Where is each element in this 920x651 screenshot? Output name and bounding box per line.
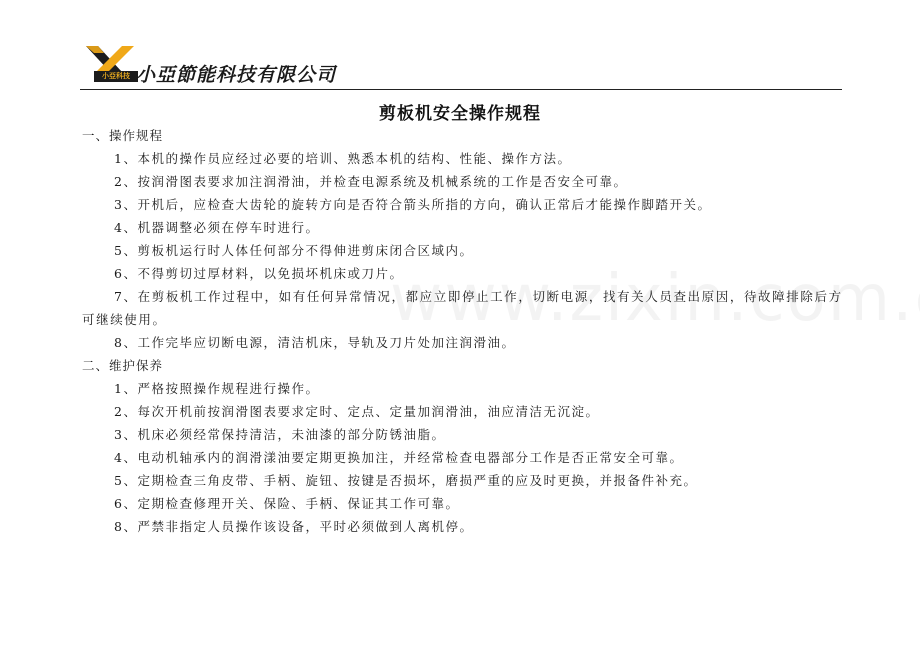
list-item: 5、剪板机运行时人体任何部分不得伸进剪床闭合区域内。 [114, 243, 474, 258]
list-item: 6、不得剪切过厚材料，以免损坏机床或刀片。 [114, 266, 404, 281]
list-item: 2、每次开机前按润滑图表要求定时、定点、定量加润滑油，油应清洁无沉淀。 [114, 404, 600, 419]
list-item: 3、机床必须经常保持清洁，未油漆的部分防锈油脂。 [114, 427, 446, 442]
company-name: 小亞節能科技有限公司 [136, 64, 337, 86]
logo-mark-text: 小亞科技 [94, 71, 138, 82]
list-item: 1、严格按照操作规程进行操作。 [114, 381, 320, 396]
list-item: 4、机器调整必须在停车时进行。 [114, 220, 320, 235]
section-heading-maintenance: 二、维护保养 [82, 358, 164, 373]
company-logo [82, 44, 140, 86]
document-body [82, 124, 844, 538]
list-item: 8、严禁非指定人员操作该设备，平时必须做到人离机停。 [114, 519, 474, 534]
list-item: 7、在剪板机工作过程中，如有任何异常情况，都应立即停止工作，切断电源，找有关人员查出原因，待故障排除后方可继续使用。 [82, 289, 843, 327]
list-item: 4、电动机轴承内的润滑漾油要定期更换加注，并经常检查电器部分工作是否正常安全可靠。 [114, 450, 684, 465]
list-item: 6、定期检查修理开关、保险、手柄、保证其工作可靠。 [114, 496, 460, 511]
document-title: 剪板机安全操作规程 [379, 104, 541, 124]
list-item: 1、本机的操作员应经过必要的培训、熟悉本机的结构、性能、操作方法。 [114, 151, 572, 166]
list-item: 3、开机后，应检查大齿轮的旋转方向是否符合箭头所指的方向，确认正常后才能操作脚踏开关。 [114, 197, 712, 212]
logo-x-icon [82, 44, 140, 74]
header-divider [80, 89, 842, 90]
list-item: 8、工作完毕应切断电源，清洁机床，导轨及刀片处加注润滑油。 [114, 335, 516, 350]
list-item: 2、按润滑图表要求加注润滑油，并检查电源系统及机械系统的工作是否安全可靠。 [114, 174, 628, 189]
document-header [82, 44, 842, 90]
list-item: 5、定期检查三角皮带、手柄、旋钮、按键是否损坏，磨损严重的应及时更换，并报备件补充。 [114, 473, 698, 488]
section-heading-operation: 一、操作规程 [82, 128, 164, 143]
